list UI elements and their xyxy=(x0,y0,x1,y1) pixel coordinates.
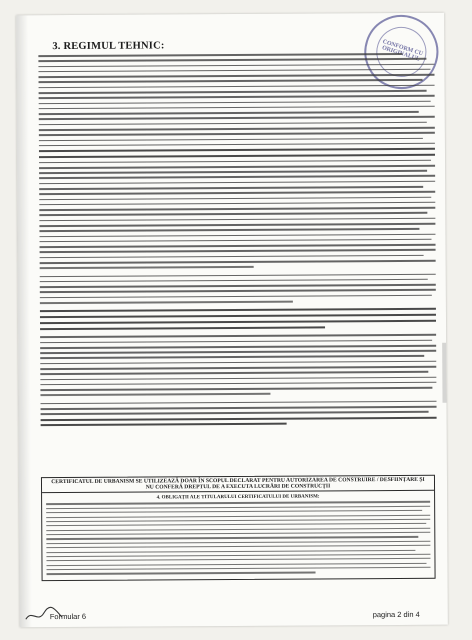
page-number: pagina 2 din 4 xyxy=(372,609,420,620)
page-fold-shadow xyxy=(16,15,32,627)
document-page xyxy=(16,13,448,628)
section-heading: 3. REGIMUL TEHNIC: xyxy=(52,40,165,53)
stamp-text: CONFORM CU ORIGINALUL xyxy=(381,38,424,63)
form-label: Formular 6 xyxy=(49,611,87,622)
regulations-text xyxy=(38,53,436,431)
scan-edge-mark xyxy=(442,343,446,403)
certificate-obligations xyxy=(42,491,435,580)
certificate-notice-title: CERTIFICATUL DE URBANISM SE UTILIZEAZĂ DOAR ÎN SCOPUL DECLARAT PENTRU AUTORIZAREA DE CONSTRUIRE / DESFIINȚARE ȘI NU CONFERĂ DREPTUL DE A EXECUTA LUCRĂRI DE CONSTRUCȚII xyxy=(42,476,434,494)
obligations-heading: 4. OBLIGAȚII ALE TITULARULUI CERTIFICATULUI DE URBANISM: xyxy=(156,494,320,501)
certificate-notice-box xyxy=(41,475,436,581)
